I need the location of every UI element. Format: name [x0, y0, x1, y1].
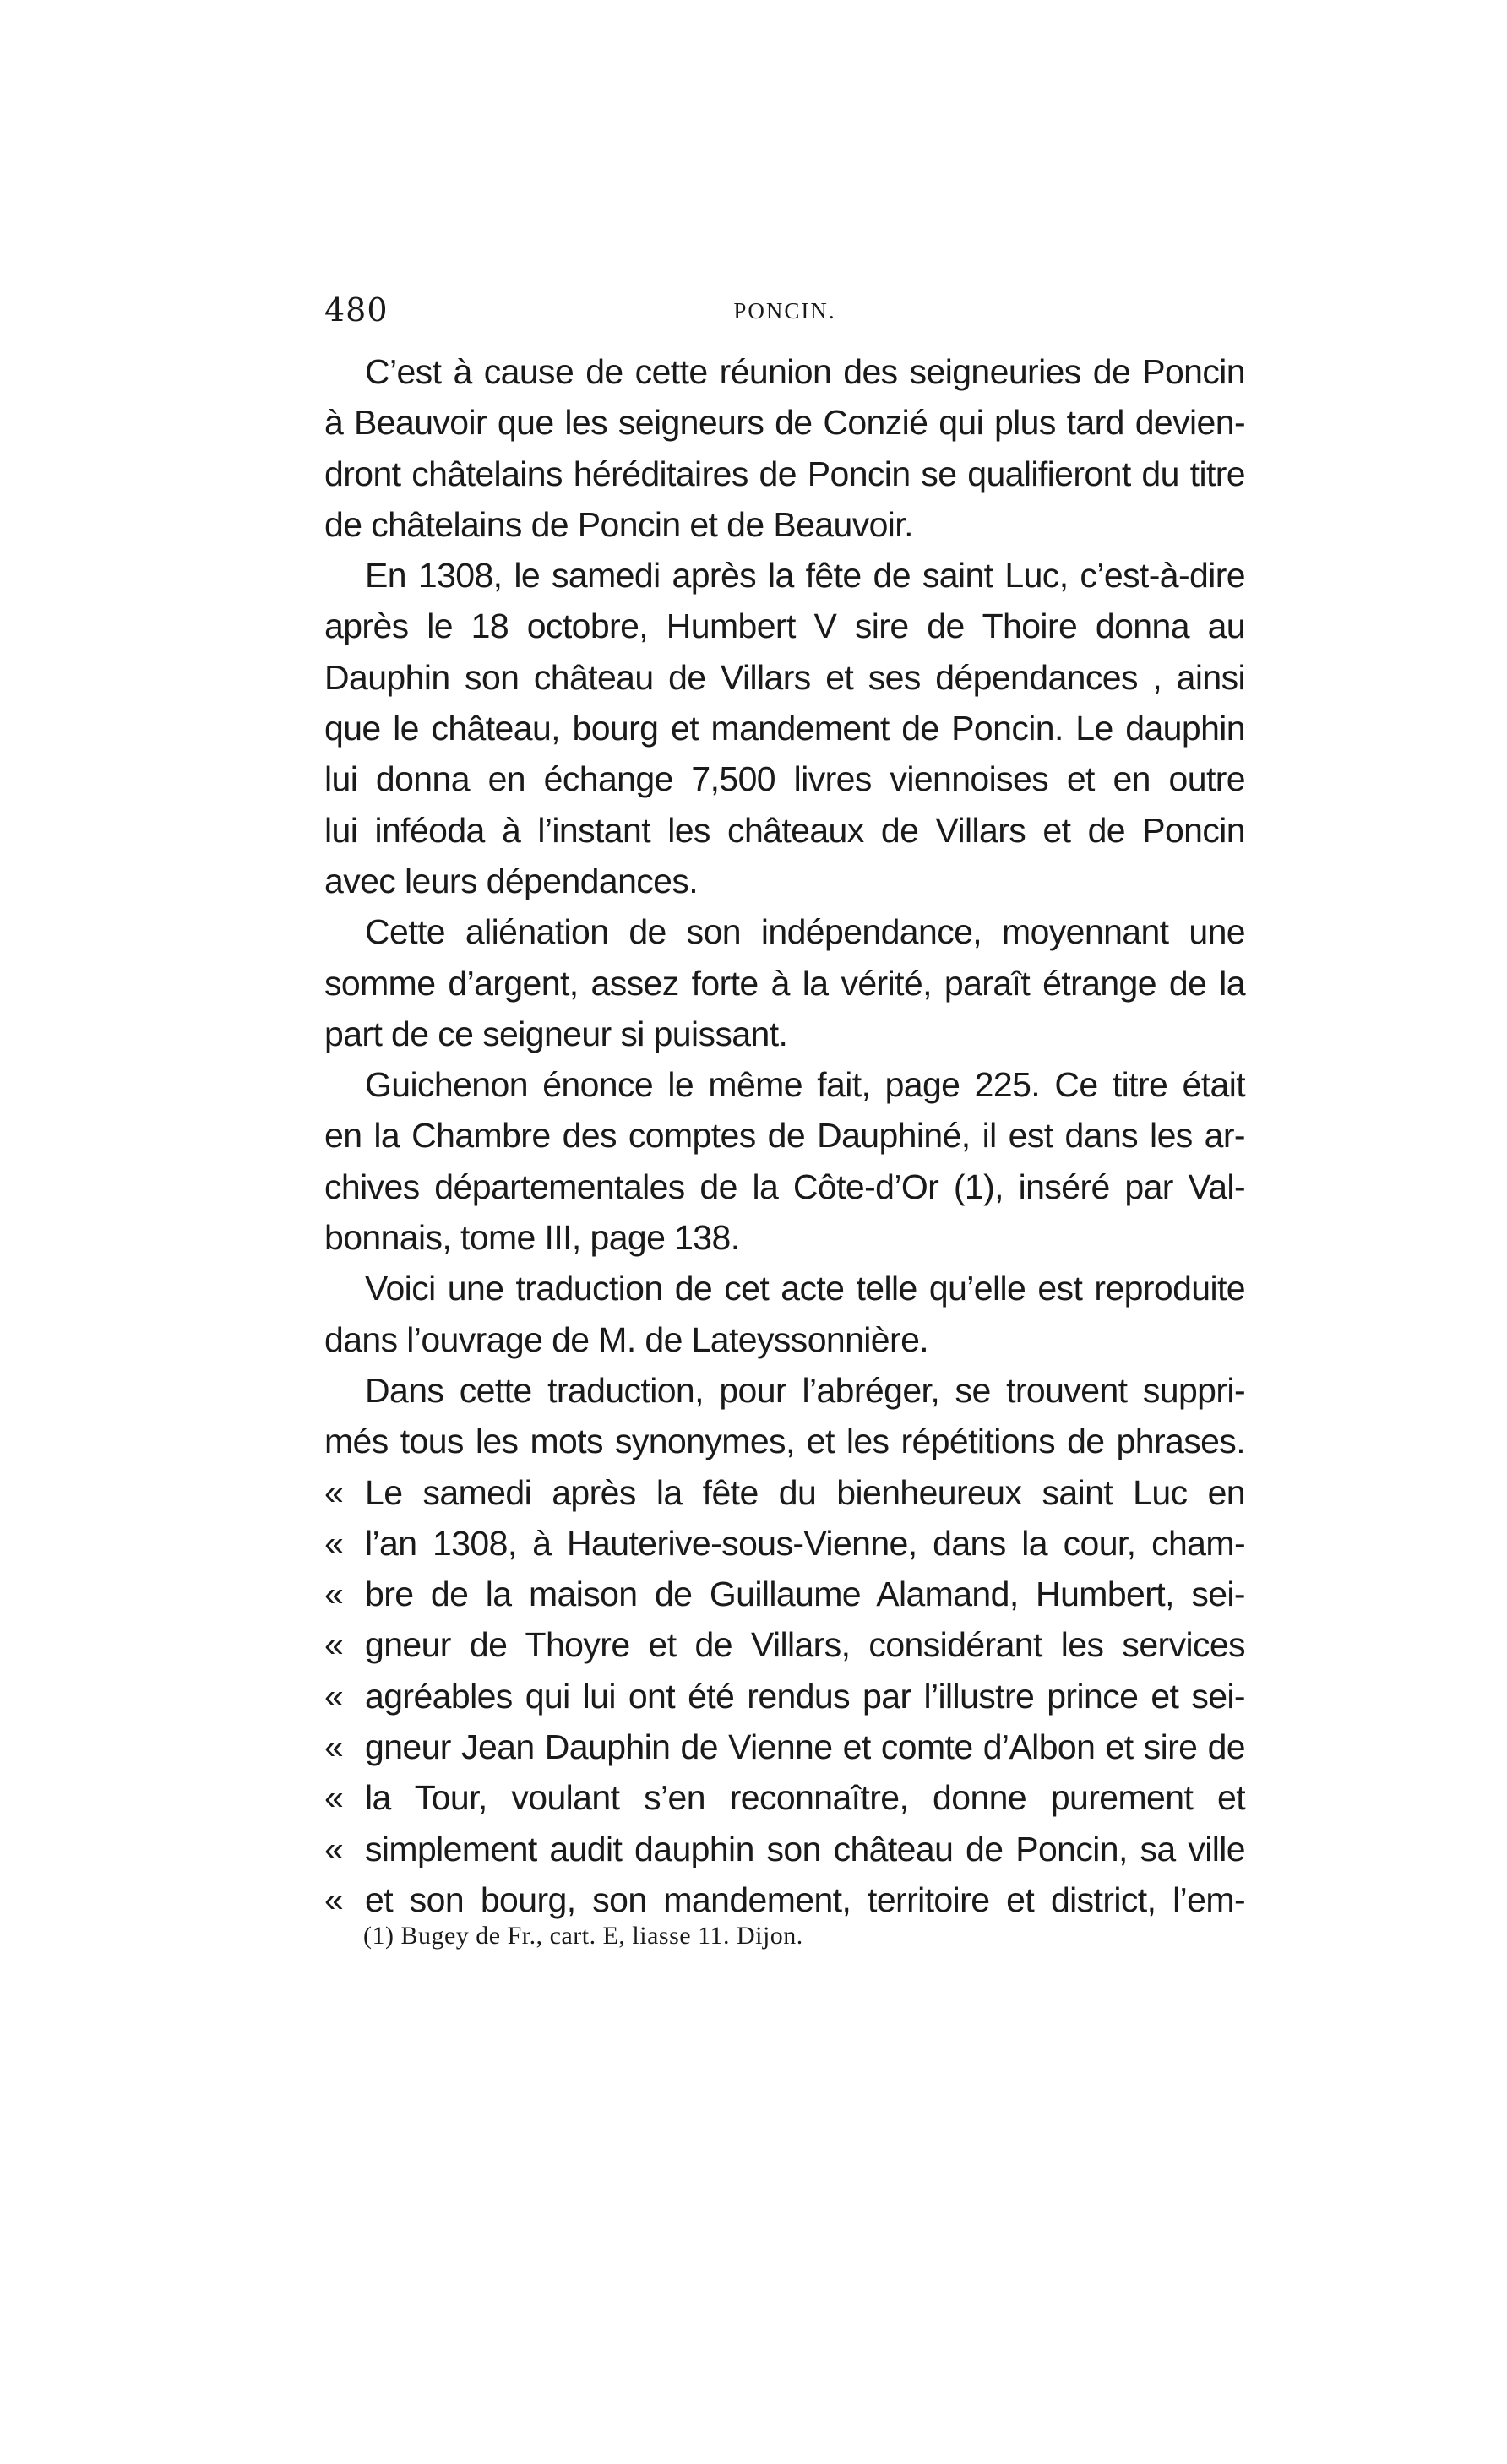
quote-text: simplement audit dauphin son château de Poncin, sa ville: [365, 1829, 1245, 1868]
quote-line: [324, 1824, 1245, 1874]
text-line: més tous les mots synonymes, et les répétitions de phrases.: [324, 1422, 1245, 1461]
text-line: après le 18 octobre, Humbert V sire de Thoire donna au: [324, 606, 1245, 646]
paragraph: [324, 550, 1245, 906]
text-line: de châtelains de Poncin et de Beauvoir.: [324, 504, 913, 544]
text-line: Guichenon énonce le même fait, page 225. Ce titre était: [365, 1065, 1245, 1105]
quote-text: et son bourg, son mandement, territoire et district, l’em-: [365, 1879, 1245, 1919]
quote-line: [324, 1874, 1245, 1925]
quote-text: gneur Jean Dauphin de Vienne et comte d’Albon et sire de: [365, 1727, 1245, 1767]
text-line: En 1308, le samedi après la fête de saint Luc, c’est-à-dire: [365, 556, 1245, 596]
quote-text: l’an 1308, à Hauterive-sous-Vienne, dans la cour, cham-: [365, 1523, 1245, 1563]
body-text: [324, 346, 1245, 1925]
paragraph: [324, 346, 1245, 550]
guillemet: «: [324, 1829, 344, 1868]
text-line: dront châtelains héréditaires de Poncin se qualifieront du titre: [324, 454, 1245, 493]
paragraph: [324, 1263, 1245, 1365]
footnote: (1) Bugey de Fr., cart. E, liasse 11. Dijon.: [363, 1922, 803, 1950]
text-line: lui inféoda à l’instant les châteaux de Villars et de Poncin: [324, 810, 1245, 850]
quote-line: [324, 1722, 1245, 1772]
text-line: lui donna en échange 7,500 livres viennoises et en outre: [324, 759, 1245, 799]
guillemet: «: [324, 1472, 344, 1512]
text-line: Cette aliénation de son indépendance, moyennant une: [365, 912, 1245, 952]
quote-line: [324, 1518, 1245, 1569]
text-line: somme d’argent, assez forte à la vérité, paraît étrange de la: [324, 963, 1245, 1003]
text-line: que le château, bourg et mandement de Poncin. Le dauphin: [324, 709, 1245, 748]
text-line: chives départementales de la Côte-d’Or (1), inséré par Val-: [324, 1167, 1245, 1206]
quotation-block: [324, 1467, 1245, 1926]
quote-line: [324, 1772, 1245, 1823]
text-line: part de ce seigneur si puissant.: [324, 1014, 788, 1053]
text-line: à Beauvoir que les seigneurs de Conzié qui plus tard devien-: [324, 403, 1245, 443]
paragraph: [324, 906, 1245, 1059]
text-line: avec leurs dépendances.: [324, 861, 699, 900]
quote-text: agréables qui lui ont été rendus par l’illustre prince et sei-: [365, 1676, 1245, 1716]
text-line: C’est à cause de cette réunion des seigneuries de Poncin: [365, 352, 1245, 391]
guillemet: «: [324, 1625, 344, 1665]
quote-text: Le samedi après la fête du bienheureux saint Luc en: [365, 1472, 1245, 1512]
guillemet: «: [324, 1778, 344, 1818]
guillemet: «: [324, 1676, 344, 1716]
text-line: en la Chambre des comptes de Dauphiné, il est dans les ar-: [324, 1116, 1245, 1156]
text-line: Voici une traduction de cet acte telle qu’elle est reproduite: [365, 1269, 1245, 1308]
quote-text: gneur de Thoyre et de Villars, considérant les services: [365, 1625, 1245, 1665]
text-line: Dans cette traduction, pour l’abréger, se trouvent suppri-: [365, 1370, 1245, 1410]
text-line: Dauphin son château de Villars et ses dépendances , ainsi: [324, 657, 1245, 697]
quote-text: bre de la maison de Guillaume Alamand, Humbert, sei-: [365, 1575, 1245, 1614]
paragraph: [324, 1059, 1245, 1263]
text-line: dans l’ouvrage de M. de Lateyssonnière.: [324, 1319, 929, 1359]
quote-line: [324, 1619, 1245, 1670]
guillemet: «: [324, 1727, 344, 1767]
guillemet: «: [324, 1523, 344, 1563]
quote-line: [324, 1569, 1245, 1619]
quote-line: [324, 1671, 1245, 1722]
text-line: bonnais, tome III, page 138.: [324, 1218, 740, 1258]
page-number: 480: [324, 291, 389, 329]
paragraph: [324, 1365, 1245, 1467]
quote-line: [324, 1467, 1245, 1518]
guillemet: «: [324, 1879, 344, 1919]
quote-text: la Tour, voulant s’en reconnaître, donne purement et: [365, 1778, 1245, 1818]
guillemet: «: [324, 1575, 344, 1614]
running-head: PONCIN.: [733, 298, 836, 324]
page-header: [324, 291, 1245, 342]
